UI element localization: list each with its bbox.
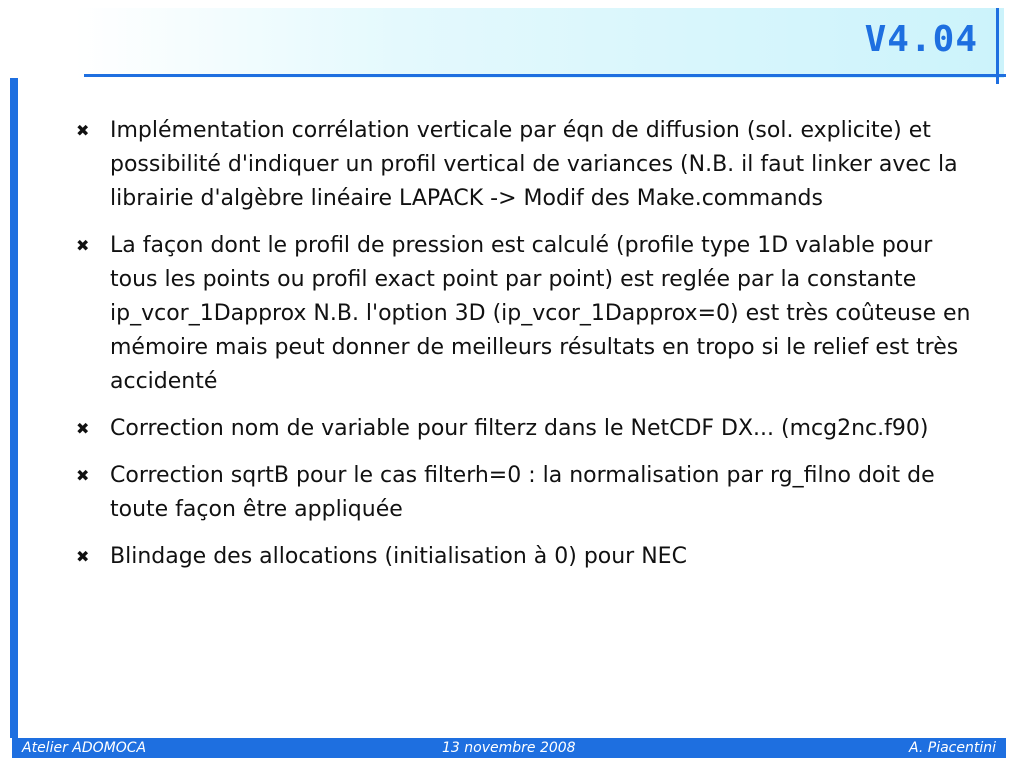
bullet-text: Correction nom de variable pour filterz dans le NetCDF DX... (mcg2nc.f90)	[110, 416, 929, 441]
slide-content	[64, 114, 984, 587]
bullet-text: Implémentation corrélation verticale par éqn de diffusion (sol. explicite) et possibilité d'indiquer un profil vertical de variances (N.B. il faut linker avec la librairie d'algèbre linéaire LAPACK -> Modif des Make.commands	[110, 118, 958, 211]
bullet-text: Correction sqrtB pour le cas filterh=0 : la normalisation par rg_filno doit de toute façon être appliquée	[110, 463, 935, 522]
cross-bullet-icon: ✖	[76, 419, 90, 438]
cross-bullet-icon: ✖	[76, 547, 90, 566]
footer-bar	[12, 738, 1006, 758]
bullet-item	[64, 412, 984, 446]
slide-title: V4.04	[864, 19, 978, 60]
cross-bullet-icon: ✖	[76, 466, 90, 485]
bullet-item	[64, 114, 984, 216]
cross-bullet-icon: ✖	[76, 121, 90, 140]
cross-bullet-icon: ✖	[76, 236, 90, 255]
title-vertical-bar	[996, 8, 999, 84]
footer-event: Atelier ADOMOCA	[22, 740, 147, 756]
bullet-item	[64, 229, 984, 399]
bullet-text: Blindage des allocations (initialisation à 0) pour NEC	[110, 544, 687, 569]
bullet-item	[64, 540, 984, 574]
title-underline	[84, 74, 1006, 77]
left-accent-bar	[10, 78, 18, 738]
bullet-item	[64, 459, 984, 527]
footer-author: A. Piacentini	[909, 740, 996, 756]
bullet-text: La façon dont le profil de pression est calculé (profile type 1D valable pour tous les points ou profil exact point par point) est reglée par la constante ip_vcor_1Dapprox N.B. l'option 3D (ip_vcor_1Dapprox=0) est très coûteuse en mémoire mais peut donner de meilleurs résultats en tropo si le relief est très accidenté	[110, 233, 971, 394]
footer-date: 13 novembre 2008	[442, 740, 576, 756]
